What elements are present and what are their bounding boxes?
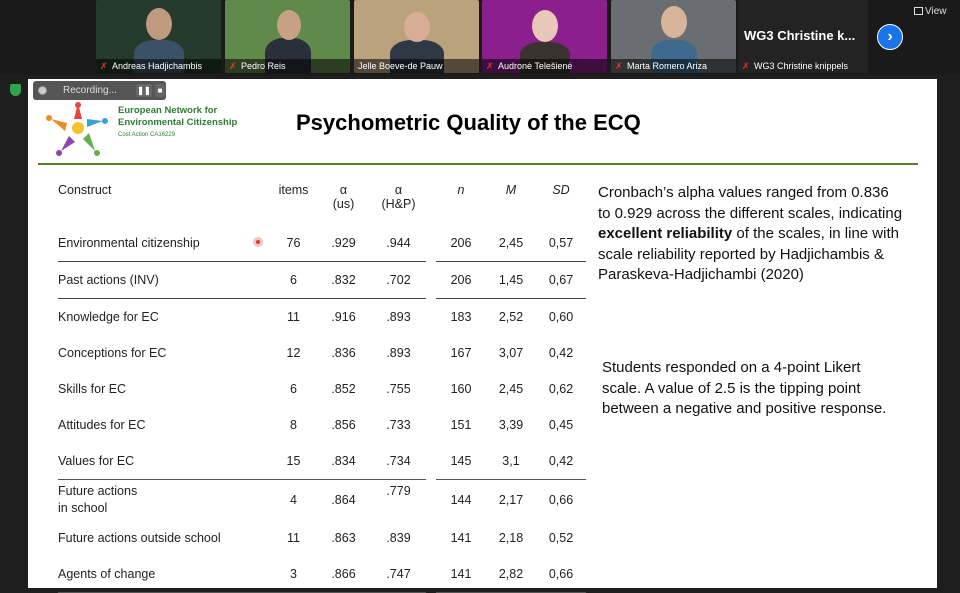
table-row: Environmental citizenship 76 .929 .944 206 2,45 0,57	[58, 225, 586, 262]
participant-tile-4[interactable]	[482, 0, 607, 73]
participant-name: WG3 Christine knippels	[754, 61, 849, 71]
header-alpha-us: α (us)	[332, 183, 355, 211]
participant-title: WG3 Christine k...	[744, 28, 856, 43]
pause-recording-button[interactable]: ❚❚	[137, 86, 151, 95]
header-n: n	[457, 183, 465, 197]
mic-muted-icon: ✗	[486, 61, 494, 71]
slide-title: Psychometric Quality of the ECQ	[296, 110, 641, 135]
org-subtitle: Cost Action CA16229	[118, 132, 176, 138]
participant-name: Jelle Boeve-de Pauw	[358, 61, 443, 71]
table-row: Agents of change 3 .866 .747 141 2,82 0,66	[58, 556, 586, 593]
participant-name: Pedro Reis	[241, 61, 286, 71]
header-construct: Construct	[58, 183, 112, 197]
video-strip	[0, 0, 960, 75]
participant-tile-6[interactable]	[738, 0, 868, 73]
header-m: M	[505, 183, 517, 197]
table-row: Future actions outside school 11 .863 .839 141 2,18 0,52	[58, 531, 574, 545]
mic-muted-icon: ✗	[229, 61, 237, 71]
participant-name: Andreas Hadjichambis	[112, 61, 203, 71]
recording-icon	[38, 86, 47, 95]
participant-tile-2[interactable]	[225, 0, 350, 73]
participant-name: Audronė Telešienė	[498, 61, 573, 71]
recording-indicator-icon	[253, 237, 263, 247]
grid-view-icon	[914, 7, 923, 15]
table-header-row	[58, 179, 586, 225]
title-divider	[38, 163, 918, 165]
mic-muted-icon: ✗	[100, 61, 108, 71]
view-button[interactable]	[914, 6, 947, 17]
table-row: Conceptions for EC 12 .836 .893 167 3,07 0,42	[58, 346, 574, 360]
table-row: Skills for EC 6 .852 .755 160 2,45 0,62	[58, 382, 574, 396]
table-row: Past actions (INV) 6 .832 .702 206 1,45 0,67	[58, 262, 586, 299]
shared-slide	[28, 79, 937, 588]
enec-logo	[43, 99, 113, 157]
stop-recording-button[interactable]: ■	[155, 84, 165, 97]
next-page-button[interactable]: ›	[877, 24, 903, 50]
recording-status: Recording... ❚❚ ■	[33, 81, 166, 100]
view-label: View	[925, 6, 947, 17]
likert-note: Students responded on a 4-point Likert scale. A value of 2.5 is the tipping point between a negative and positive response.	[602, 359, 887, 417]
reliability-note: Cronbach’s alpha values ranged from 0.836 to 0.929 across the different scales, indicating excellent reliability of the scales, in line with scale reliability reported by Hadjichambis & Paraskeva-Hadjichambi (2020)	[598, 184, 903, 283]
mic-muted-icon: ✗	[742, 61, 750, 71]
participant-tile-1[interactable]	[96, 0, 221, 73]
table-row: Future actions in school 4 .864 .779 144 2,17 0,66	[58, 484, 574, 515]
encryption-shield-icon[interactable]	[10, 84, 21, 96]
table-row: Knowledge for EC 11 .916 .893 183 2,52 0,60	[58, 310, 574, 324]
table-row: Attitudes for EC 8 .856 .733 151 3,39 0,45	[58, 418, 574, 432]
reliability-table	[58, 179, 586, 593]
org-name: European Network for Environmental Citizenship	[118, 105, 238, 128]
header-sd: SD	[552, 183, 570, 197]
participant-tile-3[interactable]	[354, 0, 479, 73]
table-row: Values for EC 15 .834 .734 145 3,1 0,42	[58, 443, 586, 480]
header-alpha-hp: α (H&P)	[381, 183, 416, 211]
mic-muted-icon: ✗	[615, 61, 623, 71]
header-items: items	[278, 183, 309, 197]
participant-tile-5[interactable]	[611, 0, 736, 73]
participant-name: Marta Romero Ariza	[627, 61, 708, 71]
